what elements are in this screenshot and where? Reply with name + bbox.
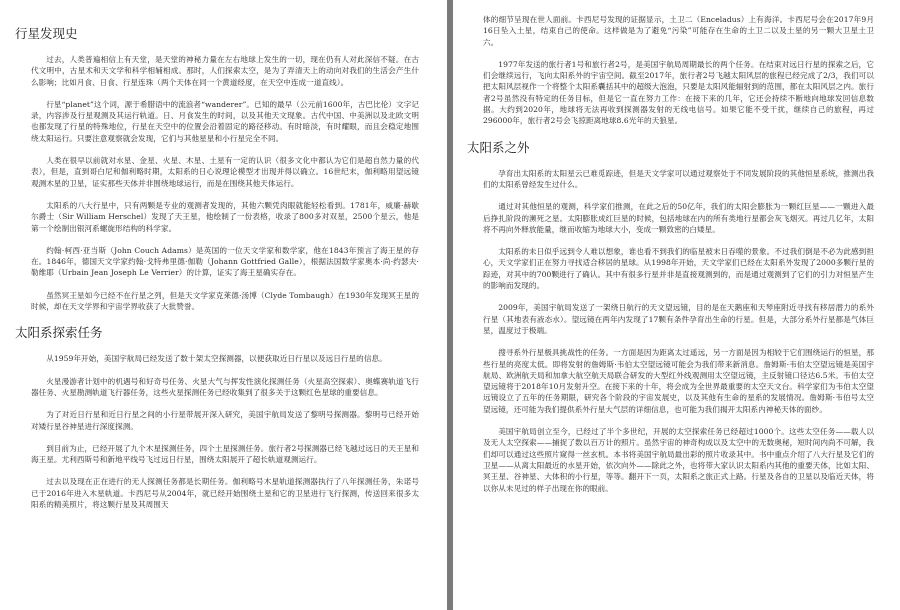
paragraph: 太阳系的八大行星中，只有两颗是专业的观测者发现的，其他六颗凭肉眼就能轻松看到。1781年，威廉·赫歇尔爵士（Sir William Herschel）发现了天王星，他绘制了一份表格，收录了800多对双星，2500个星云，他是第一个绘制出银河系螺旋形结构的科学家。 (31, 200, 419, 233)
paragraph: 火星漫游者计划中的机遇号和好奇号任务、火星大气与挥发性演化探测任务（火星高空探索）、奥蝶赛轨道飞行器任务、火星勘测轨道飞行器任务，这些火星探测任务已经收集到了很多关于这颗红色星球的重要信息。 (31, 376, 419, 397)
paragraph: 孕育出太阳系的太阳星云已难觅踪迹，但是天文学家可以通过观察处于不同发展阶段的其他恒星系统，推测出我们的太阳系曾经发生过什么。 (483, 168, 874, 189)
section-title: 太阳系之外 (467, 139, 530, 155)
paragraph: 约翰·柯西·亚当斯（John Couch Adams）是英国的一位天文学家和数学家，他在1843年预言了海王星的存在。1846年，德国天文学家约翰·戈特弗里德·伽勒（Johann Gottfried Galle），根据法国数学家奥本·尚·约瑟夫·勒维耶（Urbain Jean Joseph Le Verrier）的计算，证实了海王星确实存在。 (31, 245, 419, 278)
paragraph: 到目前为止，已经开展了九个木星探测任务，四个土星探测任务。旅行者2号探测器已经飞越过远日的天王星和海王星。尤利西斯号和新地平线号飞过远日行星，围绕太阳展开了超长轨道观测运行。 (31, 443, 419, 465)
right-page (453, 0, 900, 610)
paragraph: 美国宇航局创立至今，已经过了半个多世纪，开展的太空探索任务已经超过1000个。这些太空任务——载人以及无人太空探索——捕捉了数以百万计的照片。虽然宇宙的神奇构成以及太空中的无数奥秘，短时间内尚不可解，我们却可以通过这些照片窥得一丝玄机。本书将美国宇航局最出彩的照片收录其中。书中重点介绍了八大行星及它们的卫星——从离太阳最近的水星开始，依次向外——除此之外，也将带大家认识太阳系内其他的重要天体，比如太阳、冥王星、谷神星、大体积的小行星，等等。翻开下一页，太阳系之旅正式上路。行星及各自的卫星以及临近天体，将以你从未见过的样子出现在你的眼前。 (483, 427, 874, 493)
paragraph: 太阳系的未日似乎远到令人难以想象，谁也看不到我们的临星被末日吞噬的景象。不过我们倒是不必为此感到担心，天文学家们正在努力寻找适合移居的星球。从1998年开始，天文学家们已经在太阳系外发现了2000多颗行星的踪迹，对其中的700颗进行了确认。其中有很多行星并非是直接观测到的，而是通过观测到了它们的引力对恒星产生的影响而发现的。 (483, 247, 874, 291)
paragraph: 人类在很早以前就对水星、金星、火星、木星、土星有一定的认识（很多文化中都认为它们是超自然力量的代表），但是，直到哥白尼和伽利略时期，太阳系的日心说理论模型才出现并得以确立。16世纪末，伽利略用望远镜观测木星的卫星，证实那些天体并非围绕地球运行，而是在围绕其他天体运行。 (31, 156, 419, 188)
paragraph: 为了对近日行星和近日行星之间的小行星带展开深入研究，美国宇航局发送了黎明号探测器。黎明号已经开始对矮行星谷神星进行深度探测。 (31, 410, 419, 431)
paragraph: 过去以及现在正在进行的无人探测任务都是长期任务。伽利略号木星轨道探测器执行了八年探测任务，朱诺号已于2016年进入木星轨道。卡西尼号从2004年，就已经开始围绕土星和它的卫星进行飞行探测，传送回来很多太阳系的精美照片，将这颗行星及其周围天 (31, 477, 419, 510)
section-title: 太阳系探索任务 (15, 325, 103, 341)
paragraph: 体的细节呈现在世人面前。卡西尼号发现的证据显示，土卫二（Enceladus）上有海洋。卡西尼号会在2017年9月16日坠入土星，结束自己的使命。这样做是为了避免“污染”可能存在生命的土卫二以及土星的另一颗大卫星土卫六。 (483, 15, 874, 47)
paragraph: 从1959年开始，美国宇航局已经发送了数十架太空探测器，以便获取近日行星以及远日行星的信息。 (46, 354, 387, 364)
paragraph: 虽然冥王星如今已经不在行星之列，但是天文学家克莱德·汤博（Clyde Tombaugh）在1930年发现冥王星的时候，却在天文学界和宇宙学界收获了大批赞誉。 (31, 290, 419, 312)
paragraph: 搜寻系外行星极具挑战性的任务。一方面是因为距离太过遥远，另一方面是因为相较于它们围绕运行的恒星，那些行星的亮度太低。即将发射的詹姆斯·韦伯太空望远镜可能会为我们带来新消息。詹姆斯·韦伯太空望远镜是美国宇航局、欧洲航天局和加拿大航空航天局联合研发的大型红外线观测用太空望远镜，主反射镜口径达6.5米。韦伯太空望远镜将于2018年10月发射升空。在接下来的十年，将会成为全世界最重要的太空天文台。科学家们为韦伯太空望远镜设立了五年的任务期限，研究各个阶段的宇宙发展史，以及其他有生命的星系的发展情况。詹姆斯·韦伯号太空望远镜，还可能为我们提供系外行星大气层的详细信息，也可能为我们揭开太阳系内神秘天体的面纱。 (483, 348, 874, 414)
paragraph: 1977年发送的旅行者1号和旅行者2号，是美国宇航局周期最长的两个任务。在结束对远日行星的探索之后，它们会继续远行，飞向太阳系外的宇宙空间。截至2017年，旅行者2号飞越太阳风层的旅程已经完成了2/3，我们可以把太阳风层视作一个将整个太阳系囊括其中的超级大泡泡，只要是太阳风能辐射到的范围，都在太阳风层之内。旅行者2号虽然没有特定的任务目标，但是它一直在努力工作：在接下来的几年，它还会持续不断地向地球发回信息数据。大约到2020年，地球将无法再收到探测器发射的无线电信号。如果它能不受干扰，继续自己的旅程，再过296000年，旅行者2号会飞掠距离地球8.6光年的天狼星。 (483, 59, 874, 126)
paragraph: 通过对其他恒星的观测，科学家们推测，在此之后的50亿年，我们的太阳会膨胀为一颗红巨星——一颗进入最后挣扎阶段的濒死之星。太阳膨胀成红巨星的时候，包括地球在内的所有类地行星都会灰飞烟灭。再过几亿年，太阳将不再向外释放能量，继而收缩为地球大小，变成一颗致密的白矮星。 (483, 202, 874, 234)
paragraph: 过去，人类普遍相信上有天堂，是天堂的神秘力量在左右地球上发生的一切，现在仍有人对此深信不疑。在古代文明中，古星术和天文学和科学相辅相成。那时，人们探索太空，是为了弄清天上的动向对我们的生活会产生什么影响；比如月食、日食、行星连珠（两个天体在同一个黄道经度，在天空中连成一道直线）。 (31, 55, 419, 87)
paragraph: 2009年，美国宇航局发送了一架绕日航行的天文望远镜，目的是在天鹅座和天琴座附近寻找有移居潜力的系外行星（其地表有液态水）。望远镜在两年内发现了17颗有条件孕育出生命的行星。但是，大部分系外行星都是气体巨星，温度过于极端。 (483, 303, 874, 335)
paragraph: 行星“planet”这个词，源于希腊语中的流浪者“wanderer”。已知的最早（公元前1600年，古巴比伦）文字记录，内容涉及行星观测及其运行轨道。日、月食发生的时间，以及其他天文现象。古代中国、中美洲以及北欧文明也都发现了行星的特殊地位，行星在天空中的位置会沿着固定的路径移动。有时暗淡，有时耀眼，而且会稳定地围绕太阳运行。只要注意观察就会发现，它们与其他星星和小行星完全不同。 (31, 99, 419, 143)
left-page (0, 0, 447, 610)
section-title: 行星发现史 (15, 26, 78, 41)
